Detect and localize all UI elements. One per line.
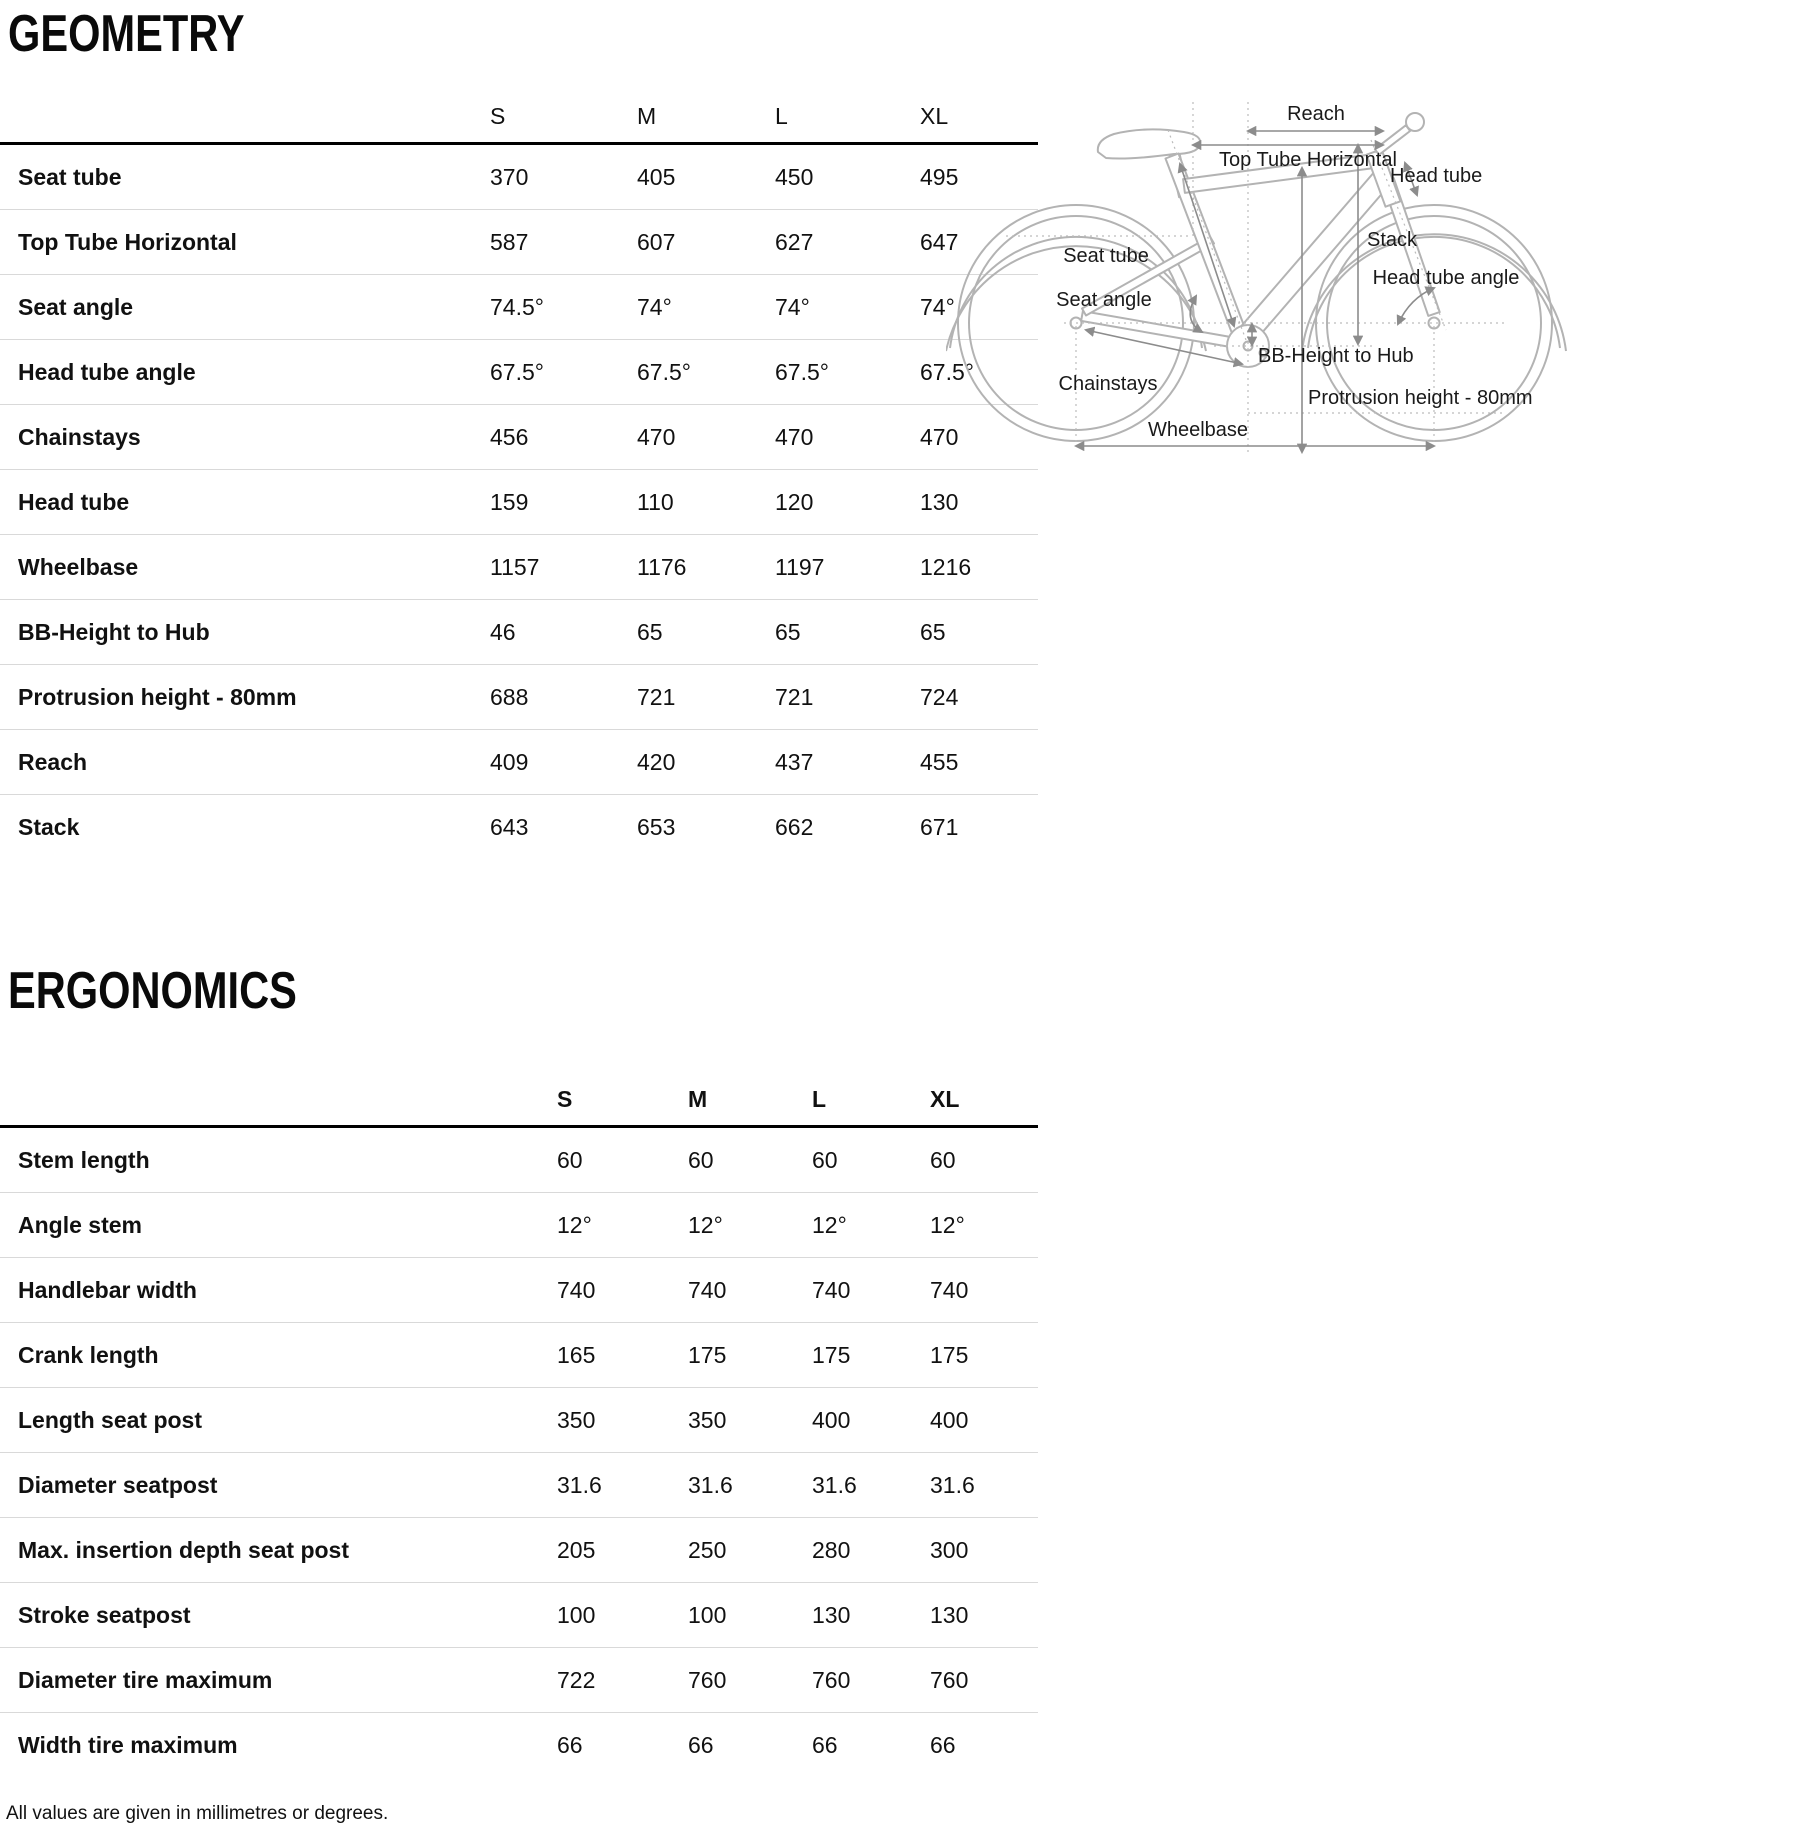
row-label: Seat angle [0, 275, 490, 340]
table-row [0, 1518, 1038, 1583]
cell-value: 205 [557, 1518, 688, 1583]
cell-value: 65 [775, 600, 920, 665]
diagram-label-seat-angle: Seat angle [1056, 289, 1152, 311]
cell-value: 400 [930, 1388, 1038, 1453]
cell-value: 66 [812, 1731, 838, 1758]
spec-sheet [0, 5, 1038, 1825]
cell-value: 159 [490, 470, 637, 535]
cell-value: 31.6 [812, 1453, 930, 1518]
diagram-label-top-tube-horizontal: Top Tube Horizontal [1219, 149, 1397, 171]
cell-value: 455 [920, 730, 1038, 795]
diagram-label-chainstays: Chainstays [1058, 373, 1158, 395]
table-row [0, 1583, 1038, 1648]
table-row [0, 1258, 1038, 1323]
cell-value: 724 [920, 665, 1038, 730]
row-label: Seat tube [0, 144, 490, 210]
cell-value: 740 [557, 1258, 688, 1323]
cell-value: 130 [812, 1583, 930, 1648]
table-row [0, 275, 1038, 340]
cell-value: 31.6 [557, 1453, 688, 1518]
table-row [0, 665, 1038, 730]
table-row [0, 340, 1038, 405]
cell-value: 740 [688, 1258, 812, 1323]
cell-value: 607 [637, 210, 775, 275]
cell-value: 165 [557, 1323, 688, 1388]
cell-value: 1197 [775, 535, 920, 600]
cell-value: 495 [920, 144, 1038, 210]
cell-value: 643 [490, 813, 529, 840]
size-column-header: L [775, 92, 920, 144]
table-row [0, 1193, 1038, 1258]
table-row [0, 1648, 1038, 1713]
bike-diagram-svg [946, 68, 1571, 468]
table-row [0, 535, 1038, 600]
cell-value: 688 [490, 665, 637, 730]
table-row [0, 600, 1038, 665]
cell-value: 470 [775, 405, 920, 470]
cell-value: 300 [930, 1518, 1038, 1583]
row-label: Stroke seatpost [0, 1583, 557, 1648]
cell-value: 653 [637, 813, 676, 840]
cell-value: 1216 [920, 535, 1038, 600]
size-column-header-empty [0, 92, 490, 144]
cell-value: 350 [557, 1388, 688, 1453]
cell-value: 60 [812, 1127, 930, 1193]
ergonomics-header-row [0, 1075, 1038, 1127]
cell-value: 100 [557, 1583, 688, 1648]
size-column-header: L [812, 1075, 930, 1127]
cell-value: 66 [557, 1731, 583, 1758]
cell-value: 420 [637, 730, 775, 795]
cell-value: 60 [930, 1127, 1038, 1193]
cell-value: 456 [490, 405, 637, 470]
units-note: All values are given in millimetres or degrees. [6, 1803, 389, 1824]
bike-geometry-diagram [946, 68, 1571, 468]
cell-value: 60 [688, 1127, 812, 1193]
cell-value: 12° [812, 1193, 930, 1258]
diagram-label-stack: Stack [1367, 229, 1418, 251]
cell-value: 65 [637, 600, 775, 665]
table-row [0, 730, 1038, 795]
row-label: Stem length [0, 1127, 557, 1193]
cell-value: 60 [557, 1127, 688, 1193]
row-label: Angle stem [0, 1193, 557, 1258]
cell-value: 74° [920, 275, 1038, 340]
row-label: Handlebar width [0, 1258, 557, 1323]
row-label: Width tire maximum [18, 1731, 238, 1758]
cell-value: 470 [920, 405, 1038, 470]
cell-value: 1157 [490, 535, 637, 600]
diagram-label-reach: Reach [1287, 103, 1345, 125]
cell-value: 722 [557, 1648, 688, 1713]
cell-value: 175 [688, 1323, 812, 1388]
row-label: Head tube angle [0, 340, 490, 405]
cell-value: 31.6 [688, 1453, 812, 1518]
row-label: Protrusion height - 80mm [0, 665, 490, 730]
table-row [0, 1388, 1038, 1453]
cell-value: 671 [920, 813, 959, 840]
row-label: Length seat post [0, 1388, 557, 1453]
cell-value: 110 [637, 470, 775, 535]
cell-value: 760 [812, 1648, 930, 1713]
cell-value: 67.5° [920, 340, 1038, 405]
cell-value: 120 [775, 470, 920, 535]
size-column-header: M [688, 1075, 812, 1127]
cell-value: 100 [688, 1583, 812, 1648]
cell-value: 470 [637, 405, 775, 470]
cell-value: 740 [812, 1258, 930, 1323]
cell-value: 67.5° [637, 340, 775, 405]
cell-value: 31.6 [930, 1453, 1038, 1518]
cell-value: 74° [637, 275, 775, 340]
cell-value: 74° [775, 275, 920, 340]
table-row [0, 470, 1038, 535]
cell-value: 1176 [637, 535, 775, 600]
row-label: Wheelbase [0, 535, 490, 600]
size-column-header: XL [920, 92, 1038, 144]
row-label: Max. insertion depth seat post [0, 1518, 557, 1583]
row-label: Reach [0, 730, 490, 795]
row-label: Head tube [0, 470, 490, 535]
table-row [0, 1453, 1038, 1518]
geometry-table [0, 92, 1038, 859]
row-label: BB-Height to Hub [0, 600, 490, 665]
table-row [0, 210, 1038, 275]
cell-value: 647 [920, 210, 1038, 275]
cell-value: 760 [688, 1648, 812, 1713]
cell-value: 721 [637, 665, 775, 730]
geometry-section-title: GEOMETRY [8, 5, 245, 63]
diagram-label-head-tube-angle: Head tube angle [1372, 267, 1520, 289]
cell-value: 587 [490, 210, 637, 275]
cell-value: 662 [775, 813, 814, 840]
table-row [0, 1127, 1038, 1193]
cell-value: 760 [930, 1648, 1038, 1713]
row-label: Diameter tire maximum [0, 1648, 557, 1713]
cell-value: 175 [812, 1323, 930, 1388]
table-row [0, 1713, 1038, 1778]
table-row [0, 405, 1038, 470]
row-label: Diameter seatpost [0, 1453, 557, 1518]
cell-value: 400 [812, 1388, 930, 1453]
cell-value: 250 [688, 1518, 812, 1583]
cell-value: 409 [490, 730, 637, 795]
cell-value: 175 [930, 1323, 1038, 1388]
cell-value: 46 [490, 600, 637, 665]
cell-value: 12° [557, 1193, 688, 1258]
size-column-header: M [637, 92, 775, 144]
cell-value: 74.5° [490, 275, 637, 340]
cell-value: 130 [920, 470, 1038, 535]
cell-value: 627 [775, 210, 920, 275]
row-label: Crank length [0, 1323, 557, 1388]
size-column-header: S [557, 1075, 688, 1127]
cell-value: 280 [812, 1518, 930, 1583]
geometry-header-row [0, 92, 1038, 144]
table-row [0, 795, 1038, 860]
cell-value: 67.5° [775, 340, 920, 405]
diagram-label-wheelbase: Wheelbase [1147, 419, 1249, 441]
diagram-label-head-tube: Head tube [1390, 165, 1483, 187]
ergonomics-table [0, 1075, 1038, 1777]
size-column-header-empty [0, 1075, 557, 1127]
cell-value: 405 [637, 144, 775, 210]
cell-value: 370 [490, 144, 637, 210]
row-label: Stack [18, 813, 80, 840]
row-label: Top Tube Horizontal [0, 210, 490, 275]
cell-value: 437 [775, 730, 920, 795]
cell-value: 12° [688, 1193, 812, 1258]
table-row [0, 1323, 1038, 1388]
table-row [0, 144, 1038, 210]
cell-value: 350 [688, 1388, 812, 1453]
ergonomics-section-title: ERGONOMICS [8, 962, 297, 1020]
cell-value: 12° [930, 1193, 1038, 1258]
size-column-header: S [490, 92, 637, 144]
diagram-label-bb-height-to-hub: BB-Height to Hub [1258, 345, 1414, 367]
size-column-header: XL [930, 1075, 1038, 1127]
cell-value: 65 [920, 600, 1038, 665]
cell-value: 66 [688, 1731, 714, 1758]
diagram-label-seat-tube: Seat tube [1063, 245, 1149, 267]
diagram-label-protrusion-height: Protrusion height - 80mm [1308, 387, 1533, 409]
cell-value: 130 [930, 1583, 1038, 1648]
cell-value: 66 [930, 1731, 956, 1758]
cell-value: 721 [775, 665, 920, 730]
cell-value: 740 [930, 1258, 1038, 1323]
row-label: Chainstays [0, 405, 490, 470]
cell-value: 450 [775, 144, 920, 210]
cell-value: 67.5° [490, 340, 637, 405]
